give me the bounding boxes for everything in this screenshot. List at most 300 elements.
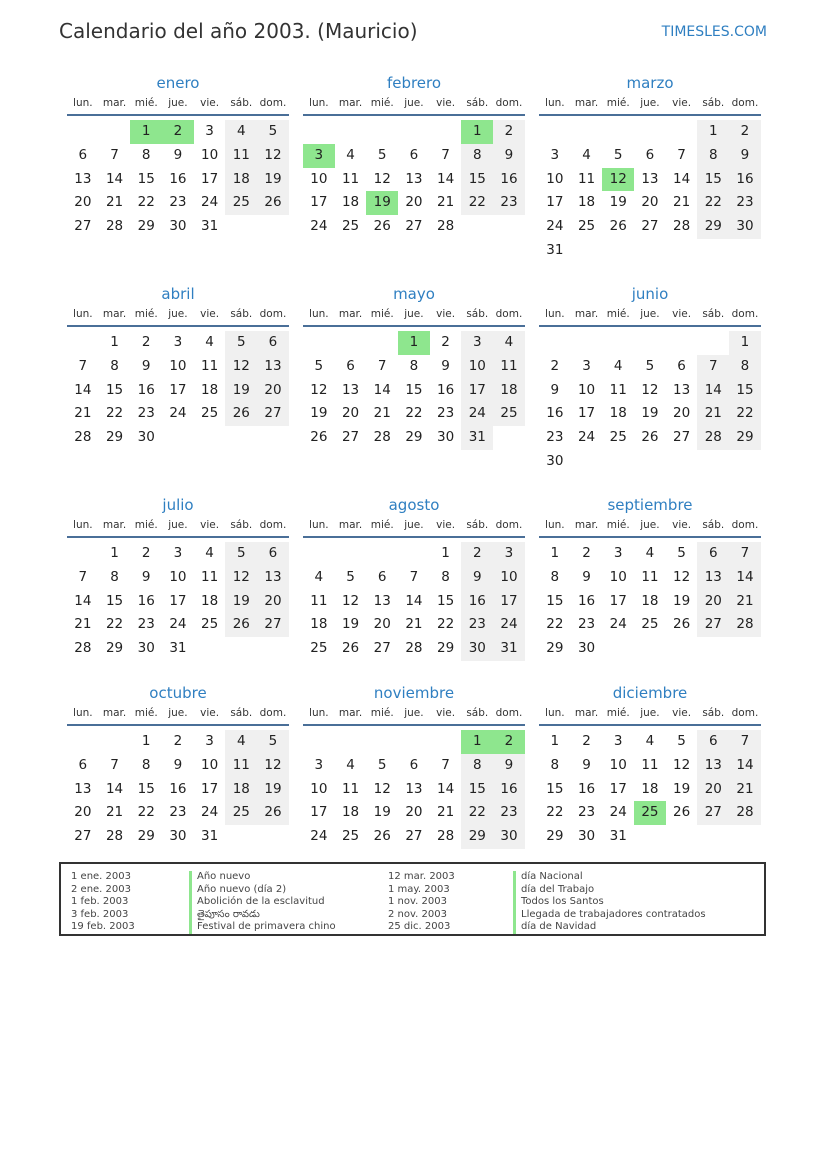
day-cell: 4 — [314, 568, 324, 585]
day-cell: 14 — [673, 170, 691, 187]
day-cell: 2 — [729, 120, 761, 144]
empty-day — [697, 637, 729, 661]
weekday-label: mar. — [574, 308, 599, 320]
day-cell: 19 — [641, 405, 659, 422]
day-cell: 27 — [405, 218, 423, 235]
day-cell: 5 — [225, 542, 257, 566]
day-cell: 19 — [225, 379, 257, 403]
week-row — [67, 778, 289, 802]
day-cell: 4 — [225, 730, 257, 754]
day-cell: 2 — [173, 733, 183, 749]
day-cell: 3 — [550, 146, 560, 163]
day-cell: 19 — [609, 194, 627, 211]
week-row — [67, 825, 289, 849]
day-cell: 2 — [550, 357, 560, 374]
day-cell: 24 — [169, 405, 187, 422]
day-cell: 20 — [405, 804, 423, 821]
day-cell: 15 — [546, 780, 564, 797]
day-cell: 7 — [441, 146, 450, 163]
week-row — [303, 825, 525, 849]
day-cell: 6 — [409, 146, 419, 163]
week-row — [303, 144, 525, 168]
month-abril — [67, 283, 289, 450]
day-cell: 25 — [225, 801, 257, 825]
day-cell: 12 — [225, 355, 257, 379]
weekday-header — [67, 94, 289, 116]
day-cell: 15 — [137, 170, 155, 187]
day-cell: 23 — [169, 804, 187, 821]
day-cell: 13 — [641, 170, 659, 187]
month-name: octubre — [149, 684, 207, 702]
day-cell: 22 — [105, 405, 124, 422]
weekday-label: lun. — [309, 519, 329, 531]
legend-name: día Nacional — [513, 871, 706, 884]
legend-name: Año nuevo (día 2) — [189, 884, 336, 897]
day-cell: 7 — [78, 568, 88, 585]
weekday-label: vie. — [200, 97, 220, 109]
day-cell: 21 — [105, 194, 124, 211]
week-row — [539, 754, 761, 778]
empty-day — [602, 331, 634, 355]
day-cell: 27 — [673, 429, 691, 446]
day-cell: 18 — [201, 381, 219, 398]
weekday-label: dom. — [259, 707, 287, 719]
empty-day — [729, 239, 761, 263]
weekday-label: jue. — [168, 519, 188, 531]
weekday-label: mar. — [102, 308, 127, 320]
weekday-label: vie. — [436, 707, 456, 719]
day-cell: 6 — [346, 357, 355, 374]
month-julio — [67, 494, 289, 661]
weekday-label: mié. — [134, 308, 158, 320]
weekday-header — [67, 516, 289, 538]
empty-day — [666, 637, 698, 661]
month-agosto — [303, 494, 525, 661]
day-cell: 12 — [373, 170, 391, 187]
week-row — [539, 801, 761, 825]
day-cell: 13 — [341, 381, 360, 398]
month-name: marzo — [626, 74, 674, 92]
weekday-label: sáb. — [230, 519, 253, 531]
empty-day — [99, 730, 131, 754]
weekday-header — [67, 305, 289, 327]
month-febrero — [303, 72, 525, 239]
week-row — [67, 542, 289, 566]
day-cell: 23 — [169, 194, 187, 211]
day-cell: 14 — [74, 381, 92, 398]
empty-day — [366, 730, 398, 754]
day-cell: 4 — [205, 334, 214, 350]
weekday-label: mar. — [102, 97, 127, 109]
day-cell: 29 — [437, 640, 455, 657]
day-cell: 21 — [437, 194, 455, 211]
weekday-label: vie. — [672, 97, 692, 109]
day-cell: 9 — [729, 144, 761, 168]
holiday-day: 1 — [461, 730, 493, 754]
day-cell: 7 — [677, 146, 686, 163]
day-cell: 24 — [461, 402, 493, 426]
day-cell: 24 — [546, 218, 564, 235]
day-cell: 28 — [437, 828, 455, 845]
day-cell: 5 — [257, 120, 289, 144]
legend-date: 3 feb. 2003 — [71, 908, 129, 920]
weekday-label: sáb. — [230, 308, 253, 320]
day-cell: 16 — [169, 780, 187, 797]
weekday-label: dom. — [259, 97, 287, 109]
empty-day — [571, 450, 603, 474]
month-junio — [539, 283, 761, 474]
day-cell: 24 — [609, 804, 627, 821]
day-cell: 28 — [697, 426, 729, 450]
day-cell: 21 — [74, 616, 92, 633]
weekday-label: sáb. — [466, 308, 489, 320]
day-cell: 8 — [550, 568, 560, 585]
day-cell: 18 — [225, 778, 257, 802]
weekday-label: dom. — [495, 308, 523, 320]
legend-date: 12 mar. 2003 — [388, 871, 455, 882]
day-cell: 30 — [137, 429, 155, 446]
week-row — [303, 566, 525, 590]
weekday-label: jue. — [404, 519, 424, 531]
weekday-label: jue. — [640, 97, 660, 109]
day-cell: 23 — [137, 405, 155, 422]
day-cell: 7 — [409, 568, 419, 585]
day-cell: 12 — [225, 566, 257, 590]
day-cell: 11 — [310, 592, 328, 609]
day-cell: 6 — [409, 756, 419, 773]
day-cell: 8 — [441, 568, 450, 585]
day-cell: 19 — [257, 168, 289, 192]
week-row — [539, 566, 761, 590]
empty-day — [634, 825, 666, 849]
day-cell: 20 — [697, 590, 729, 614]
day-cell: 15 — [105, 592, 124, 609]
day-cell: 13 — [257, 355, 289, 379]
empty-day — [729, 825, 761, 849]
weekday-label: mar. — [574, 519, 599, 531]
week-row — [539, 331, 761, 355]
week-row — [303, 542, 525, 566]
legend-date: 1 nov. 2003 — [388, 896, 447, 907]
legend-right-dates — [388, 871, 455, 934]
weekday-label: mié. — [134, 97, 158, 109]
week-row — [67, 144, 289, 168]
day-cell: 17 — [201, 780, 219, 797]
day-cell: 26 — [373, 218, 391, 235]
day-cell: 14 — [105, 170, 124, 187]
week-row — [303, 215, 525, 239]
legend-date: 19 feb. 2003 — [71, 921, 135, 932]
day-cell: 28 — [74, 640, 92, 657]
month-name: noviembre — [373, 684, 455, 702]
empty-day — [398, 730, 430, 754]
legend-left-names — [189, 871, 336, 934]
day-cell: 14 — [105, 780, 124, 797]
legend-date: 2 nov. 2003 — [388, 908, 447, 920]
weekday-label: vie. — [436, 519, 456, 531]
day-cell: 20 — [341, 405, 360, 422]
day-cell: 20 — [697, 778, 729, 802]
day-cell: 8 — [141, 146, 151, 163]
holiday-day: 1 — [398, 331, 430, 355]
day-cell: 20 — [641, 194, 659, 211]
day-cell: 7 — [441, 756, 450, 773]
day-cell: 9 — [493, 144, 525, 168]
day-cell: 13 — [405, 170, 423, 187]
weekday-label: vie. — [672, 519, 692, 531]
day-cell: 16 — [169, 170, 187, 187]
weekday-label: mié. — [134, 519, 158, 531]
week-row — [539, 542, 761, 566]
day-cell: 26 — [257, 191, 289, 215]
day-cell: 28 — [105, 218, 124, 235]
day-cell: 9 — [461, 566, 493, 590]
empty-day — [539, 120, 571, 144]
day-cell: 22 — [546, 804, 564, 821]
weekday-label: jue. — [168, 97, 188, 109]
day-cell: 13 — [373, 592, 391, 609]
legend-name: Abolición de la esclavitud — [189, 896, 336, 909]
day-cell: 30 — [461, 637, 493, 661]
day-cell: 18 — [577, 194, 596, 211]
day-cell: 22 — [405, 405, 423, 422]
day-cell: 18 — [341, 194, 360, 211]
day-cell: 20 — [74, 804, 92, 821]
empty-day — [430, 120, 462, 144]
empty-day — [666, 825, 698, 849]
day-cell: 26 — [673, 804, 691, 821]
week-row — [303, 754, 525, 778]
day-cell: 17 — [201, 170, 219, 187]
empty-day — [398, 542, 430, 566]
weekday-label: dom. — [731, 519, 759, 531]
day-cell: 27 — [405, 828, 423, 845]
empty-day — [366, 542, 398, 566]
day-cell: 13 — [257, 566, 289, 590]
week-row — [303, 120, 525, 144]
day-cell: 7 — [78, 357, 88, 374]
day-cell: 4 — [346, 146, 355, 163]
day-cell: 29 — [546, 640, 564, 657]
day-cell: 17 — [546, 194, 564, 211]
day-cell: 16 — [493, 778, 525, 802]
empty-day — [697, 825, 729, 849]
day-cell: 15 — [729, 379, 761, 403]
day-cell: 23 — [577, 616, 596, 633]
day-cell: 22 — [461, 191, 493, 215]
week-row — [67, 379, 289, 403]
day-cell: 27 — [697, 801, 729, 825]
day-cell: 22 — [437, 616, 455, 633]
day-cell: 2 — [582, 545, 591, 561]
day-cell: 9 — [173, 146, 183, 163]
weekday-label: mié. — [606, 519, 630, 531]
day-cell: 3 — [314, 756, 324, 773]
empty-day — [303, 331, 335, 355]
holiday-day: 12 — [602, 168, 634, 192]
day-cell: 31 — [546, 241, 564, 258]
day-cell: 6 — [645, 146, 655, 163]
day-cell: 13 — [405, 780, 423, 797]
empty-day — [335, 331, 367, 355]
day-cell: 28 — [673, 218, 691, 235]
weekday-label: lun. — [73, 308, 93, 320]
empty-day — [430, 730, 462, 754]
day-cell: 27 — [74, 828, 92, 845]
weekday-header — [303, 704, 525, 726]
legend-name: Festival de primavera chino — [189, 921, 336, 934]
day-cell: 26 — [609, 218, 627, 235]
legend-name: día del Trabajo — [513, 884, 706, 897]
day-cell: 20 — [673, 405, 691, 422]
week-row — [539, 168, 761, 192]
day-cell: 27 — [341, 429, 360, 446]
weekday-label: vie. — [436, 97, 456, 109]
weekday-header — [539, 704, 761, 726]
day-cell: 5 — [613, 146, 623, 163]
empty-day — [99, 120, 131, 144]
day-cell: 12 — [373, 780, 391, 797]
day-cell: 1 — [441, 545, 450, 561]
day-cell: 21 — [697, 402, 729, 426]
day-cell: 31 — [609, 828, 627, 845]
day-cell: 19 — [257, 778, 289, 802]
holiday-day: 2 — [493, 730, 525, 754]
weekday-label: dom. — [731, 707, 759, 719]
day-cell: 13 — [74, 780, 92, 797]
day-cell: 27 — [373, 640, 391, 657]
weekday-label: lun. — [545, 519, 565, 531]
day-cell: 10 — [546, 170, 564, 187]
day-cell: 8 — [550, 756, 560, 773]
week-row — [67, 168, 289, 192]
day-cell: 21 — [673, 194, 691, 211]
legend-date: 1 ene. 2003 — [71, 871, 131, 882]
day-cell: 28 — [729, 613, 761, 637]
weekday-label: jue. — [404, 707, 424, 719]
empty-day — [634, 120, 666, 144]
empty-day — [539, 331, 571, 355]
day-cell: 27 — [697, 613, 729, 637]
month-enero — [67, 72, 289, 239]
day-cell: 7 — [729, 730, 761, 754]
day-cell: 29 — [105, 429, 124, 446]
weekday-label: dom. — [731, 97, 759, 109]
day-cell: 29 — [405, 429, 423, 446]
day-cell: 25 — [201, 616, 219, 633]
weekday-label: vie. — [672, 707, 692, 719]
empty-day — [634, 637, 666, 661]
month-name: diciembre — [612, 684, 688, 702]
day-cell: 10 — [169, 568, 187, 585]
day-cell: 9 — [441, 357, 450, 374]
empty-day — [67, 331, 99, 355]
day-cell: 3 — [613, 733, 623, 749]
legend-right-names — [513, 871, 706, 934]
weekday-label: sáb. — [230, 707, 253, 719]
day-cell: 25 — [609, 429, 627, 446]
day-cell: 19 — [673, 592, 691, 609]
day-cell: 16 — [546, 405, 564, 422]
weekday-label: lun. — [545, 308, 565, 320]
day-cell: 22 — [697, 191, 729, 215]
day-cell: 22 — [105, 616, 124, 633]
empty-day — [366, 331, 398, 355]
day-cell: 30 — [137, 640, 155, 657]
day-cell: 14 — [729, 566, 761, 590]
weekday-label: mié. — [606, 97, 630, 109]
day-cell: 3 — [582, 357, 591, 374]
day-cell: 24 — [609, 616, 627, 633]
empty-day — [666, 120, 698, 144]
day-cell: 15 — [546, 592, 564, 609]
month-name: enero — [156, 74, 200, 92]
day-cell: 4 — [645, 545, 655, 561]
holiday-day: 1 — [130, 120, 162, 144]
empty-day — [697, 331, 729, 355]
day-cell: 24 — [201, 194, 219, 211]
weekday-label: mié. — [134, 707, 158, 719]
day-cell: 30 — [729, 215, 761, 239]
empty-day — [67, 120, 99, 144]
weekday-label: jue. — [640, 519, 660, 531]
day-cell: 14 — [729, 754, 761, 778]
day-cell: 5 — [314, 357, 324, 374]
day-cell: 30 — [577, 828, 596, 845]
legend-name: Llegada de trabajadores contratados — [513, 909, 706, 922]
weekday-label: mié. — [370, 519, 394, 531]
day-cell: 7 — [110, 146, 119, 163]
holiday-day: 19 — [366, 191, 398, 215]
day-cell: 6 — [257, 331, 289, 355]
weekday-label: mar. — [338, 97, 363, 109]
day-cell: 8 — [110, 568, 119, 585]
day-cell: 23 — [493, 801, 525, 825]
week-row — [67, 215, 289, 239]
week-row — [539, 120, 761, 144]
day-cell: 15 — [405, 381, 423, 398]
day-cell: 11 — [641, 568, 659, 585]
week-row — [303, 355, 525, 379]
weekday-header — [67, 704, 289, 726]
week-row — [539, 426, 761, 450]
month-name: julio — [162, 496, 194, 514]
day-cell: 6 — [78, 756, 88, 773]
day-cell: 1 — [697, 120, 729, 144]
weekday-label: lun. — [73, 519, 93, 531]
week-row — [67, 355, 289, 379]
empty-day — [461, 215, 493, 239]
day-cell: 11 — [577, 170, 596, 187]
day-cell: 15 — [437, 592, 455, 609]
empty-day — [602, 450, 634, 474]
day-cell: 2 — [493, 120, 525, 144]
empty-day — [571, 331, 603, 355]
day-cell: 4 — [582, 146, 591, 163]
day-cell: 15 — [105, 381, 124, 398]
day-cell: 14 — [437, 170, 455, 187]
day-cell: 23 — [437, 405, 455, 422]
brand-link[interactable]: TIMESLES.COM — [661, 24, 767, 40]
day-cell: 12 — [257, 754, 289, 778]
day-cell: 22 — [137, 194, 155, 211]
day-cell: 25 — [201, 405, 219, 422]
week-row — [67, 613, 289, 637]
week-row — [67, 566, 289, 590]
week-row — [303, 191, 525, 215]
day-cell: 30 — [577, 640, 596, 657]
day-cell: 4 — [225, 120, 257, 144]
